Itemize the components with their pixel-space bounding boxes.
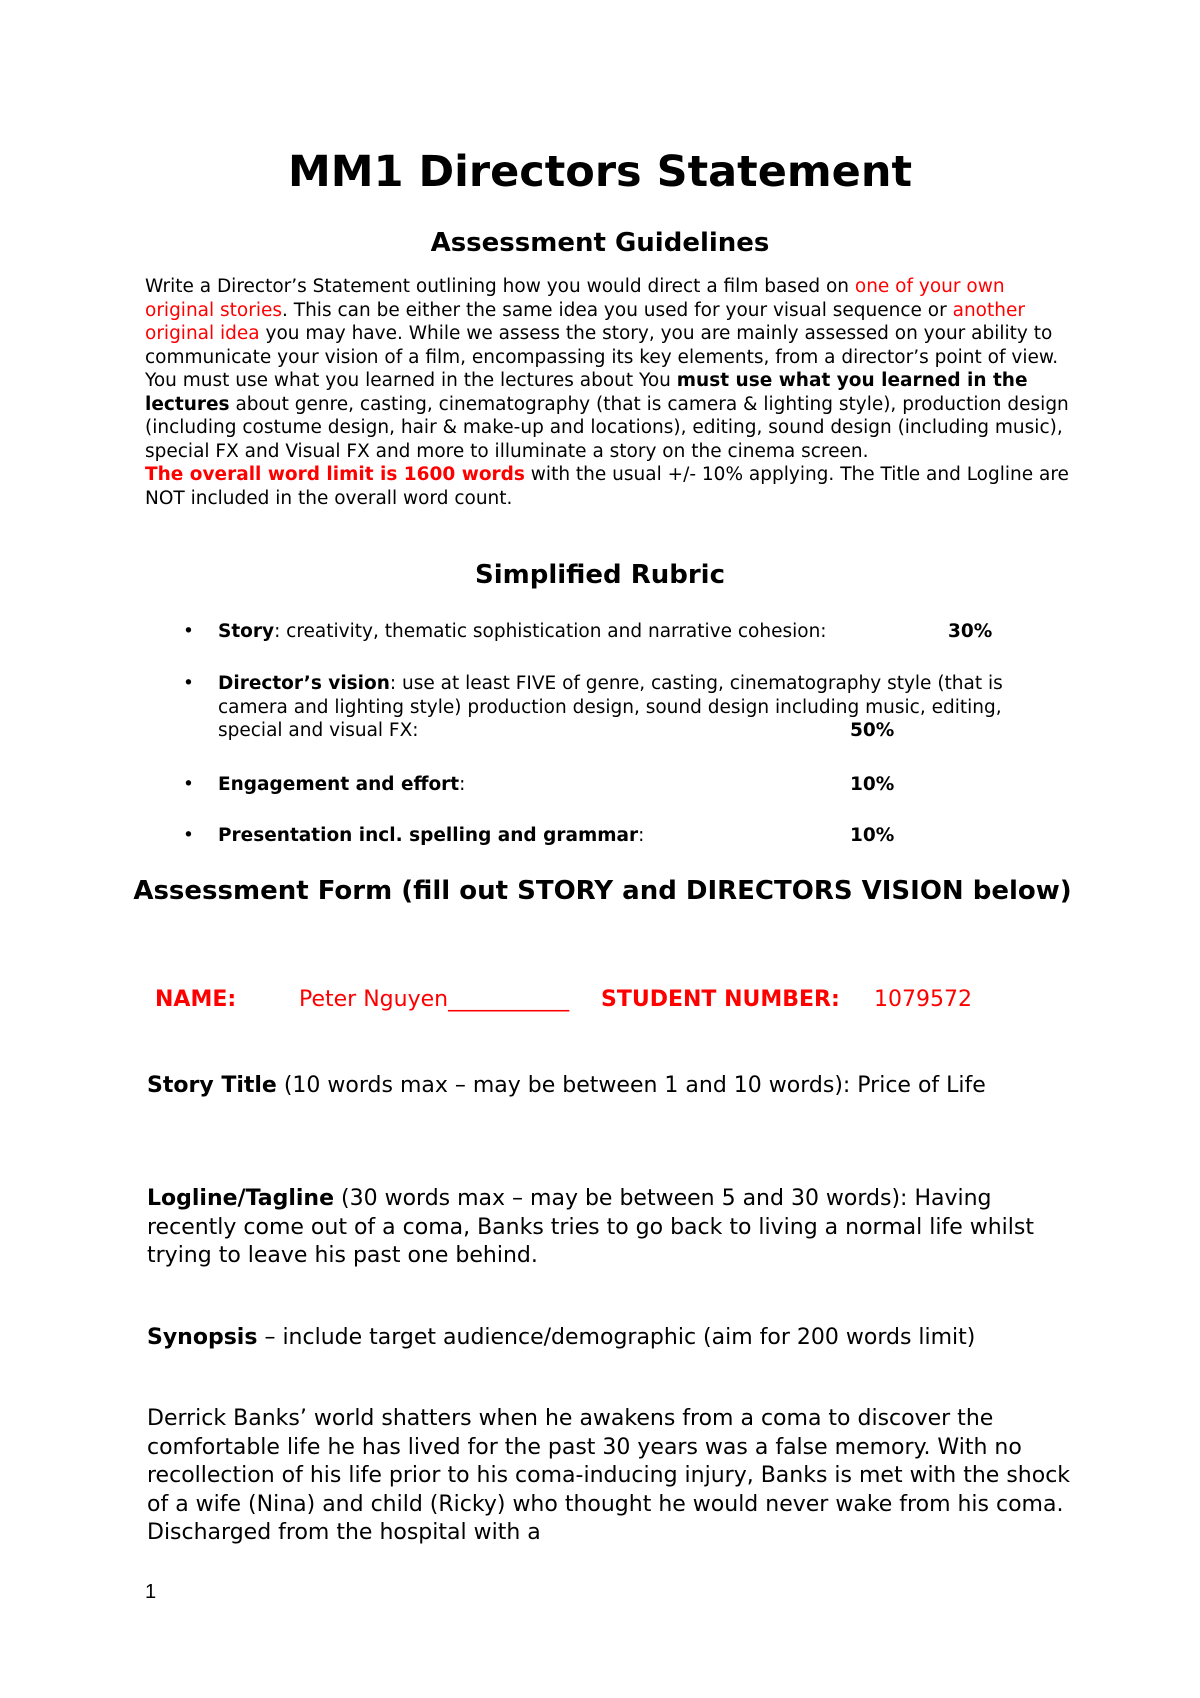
logline-text: (30 words max – may be between 5 and 30 words): Having recently come out of a coma, Banks tries to go back to living a normal life whilst trying to leave his past one behind. [147,1186,1034,1268]
synopsis-body: Derrick Banks’ world shatters when he awakens from a coma to discover the comfortable life he has lived for the past 30 years was a false memory. With no recollection of his life prior to his coma-inducing injury, Banks is met with the shock of a wife (Nina) and child (Ricky) who thought he would never wake from his coma. Discharged from the hospital with a [147,1406,1071,1545]
bullet-icon: • [183,825,194,846]
student-number-value: 1079572 [874,987,972,1012]
rubric-item-percent: 10% [850,825,895,846]
word-limit-text: with the usual +/- 10% applying. The Title and Logline are NOT included in the overall word count. [145,464,1069,509]
page-number: 1 [145,1581,157,1603]
rubric-item-label: Story [218,621,275,642]
guidelines-text: . This can be either the same idea you used for your visual sequence or [282,299,953,321]
rubric-item-text [218,773,1068,797]
guidelines-highlight: one of your own original stories [145,276,1005,321]
rubric-item-desc: : [459,774,466,795]
bullet-icon: • [183,673,194,694]
story-title-line [147,1072,1072,1101]
rubric-item-text [218,620,1068,644]
name-value: Peter Nguyen___________ [299,987,570,1012]
story-title-label: Story Title [147,1073,277,1098]
student-number-label: STUDENT NUMBER: [601,987,840,1012]
logline-label: Logline/Tagline [147,1186,335,1211]
rubric-item-text [218,672,1068,743]
guidelines-paragraph [145,275,1070,463]
rubric-heading: Simplified Rubric [474,560,726,590]
guidelines-body [145,275,1070,510]
guidelines-highlight: another original idea [145,299,1025,344]
synopsis-heading-line [147,1324,1072,1353]
rubric-item-text [218,824,1068,848]
synopsis-label: Synopsis [147,1325,258,1350]
document-title: MM1 Directors Statement [287,147,913,197]
rubric-item-label: Engagement and effort [218,774,460,795]
guidelines-text: about genre, casting, cinematography (that is camera & lighting style), production design (including costume design, hair & make-up and locations), editing, sound design (including music), special FX and Visual FX and more to illuminate a story on the cinema screen. [145,393,1069,462]
rubric-item-label: Presentation incl. spelling and grammar [218,825,639,846]
rubric-item-directors-vision [145,672,1070,744]
guidelines-emphasis: must use what you learned in the lectures [145,370,1028,415]
bullet-icon: • [183,774,194,795]
rubric-item-story [145,620,1070,644]
guidelines-heading: Assessment Guidelines [430,228,770,258]
rubric-item-label: Director’s vision [218,673,390,694]
rubric-item-presentation [145,824,1070,848]
rubric-item-engagement [145,773,1070,797]
bullet-icon: • [183,621,194,642]
story-title-text: (10 words max – may be between 1 and 10 words): Price of Life [276,1073,986,1098]
name-label: NAME: [155,987,237,1012]
rubric-item-desc: : use at least FIVE of genre, casting, cinematography style (that is camera and lighting style) production design, sound design including music, editing, special and visual FX: [218,673,1003,741]
word-limit-paragraph [145,463,1070,510]
assessment-form-heading: Assessment Form (fill out STORY and DIRECTORS VISION below) [133,876,1072,906]
rubric-item-desc: : [638,825,645,846]
rubric-item-percent: 10% [850,774,895,795]
synopsis-text: – include target audience/demographic (aim for 200 words limit) [257,1325,976,1350]
guidelines-text: you may have. While we assess the story, you are mainly assessed on your ability to communicate your vision of a film, encompassing its key elements, from a director’s point of view. You must use what you learned in the lectures about You [145,323,1059,391]
word-limit-highlight: The overall word limit is 1600 words [145,464,525,485]
guidelines-text: Write a Director’s Statement outlining how you would direct a film based on [145,276,855,297]
rubric-item-percent: 30% [948,621,993,642]
rubric-item-desc: : creativity, thematic sophistication and narrative cohesion: [274,621,827,642]
rubric-item-percent: 50% [850,720,895,741]
logline-line [147,1185,1072,1271]
